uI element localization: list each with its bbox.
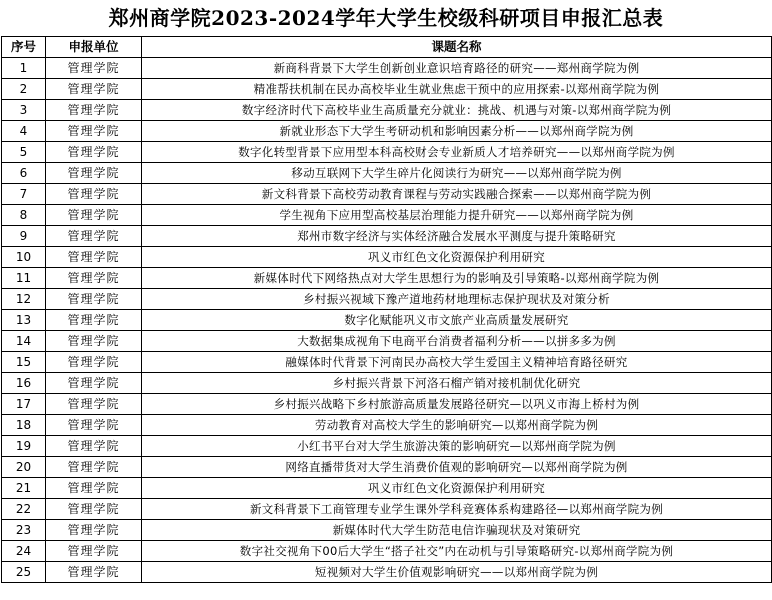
row-number: 10 [2, 247, 46, 268]
row-project-name: 数字化赋能巩义市文旅产业高质量发展研究 [142, 310, 772, 331]
row-unit: 管理学院 [46, 331, 142, 352]
row-project-name: 精准帮扶机制在民办高校毕业生就业焦虑干预中的应用探索-以郑州商学院为例 [142, 79, 772, 100]
row-unit: 管理学院 [46, 142, 142, 163]
header-no: 序号 [2, 37, 46, 58]
row-project-name: 郑州市数字经济与实体经济融合发展水平测度与提升策略研究 [142, 226, 772, 247]
row-number: 19 [2, 436, 46, 457]
row-unit: 管理学院 [46, 394, 142, 415]
table-row [2, 205, 772, 226]
row-unit: 管理学院 [46, 205, 142, 226]
table-row [2, 58, 772, 79]
row-project-name: 大数据集成视角下电商平台消费者福利分析——以拼多多为例 [142, 331, 772, 352]
table-row [2, 394, 772, 415]
table-row [2, 121, 772, 142]
row-number: 15 [2, 352, 46, 373]
row-unit: 管理学院 [46, 268, 142, 289]
table-row [2, 436, 772, 457]
row-unit: 管理学院 [46, 184, 142, 205]
row-number: 14 [2, 331, 46, 352]
table-row [2, 184, 772, 205]
table-row [2, 478, 772, 499]
table-row [2, 310, 772, 331]
row-number: 1 [2, 58, 46, 79]
row-number: 7 [2, 184, 46, 205]
row-unit: 管理学院 [46, 58, 142, 79]
row-unit: 管理学院 [46, 373, 142, 394]
row-number: 2 [2, 79, 46, 100]
table-row [2, 163, 772, 184]
row-project-name: 乡村振兴视域下豫产道地药材地理标志保护现状及对策分析 [142, 289, 772, 310]
table-row [2, 247, 772, 268]
row-unit: 管理学院 [46, 499, 142, 520]
row-number: 11 [2, 268, 46, 289]
row-unit: 管理学院 [46, 226, 142, 247]
row-project-name: 新文科背景下高校劳动教育课程与劳动实践融合探索——以郑州商学院为例 [142, 184, 772, 205]
row-number: 23 [2, 520, 46, 541]
row-number: 18 [2, 415, 46, 436]
row-number: 21 [2, 478, 46, 499]
row-number: 16 [2, 373, 46, 394]
row-unit: 管理学院 [46, 520, 142, 541]
table-row [2, 562, 772, 583]
table-row [2, 100, 772, 121]
row-unit: 管理学院 [46, 163, 142, 184]
row-number: 20 [2, 457, 46, 478]
row-project-name: 移动互联网下大学生碎片化阅读行为研究——以郑州商学院为例 [142, 163, 772, 184]
row-unit: 管理学院 [46, 478, 142, 499]
table-row [2, 520, 772, 541]
row-number: 6 [2, 163, 46, 184]
row-project-name: 劳动教育对高校大学生的影响研究—以郑州商学院为例 [142, 415, 772, 436]
table-row [2, 352, 772, 373]
page-title: 郑州商学院2023-2024学年大学生校级科研项目申报汇总表 [108, 6, 664, 30]
table-row [2, 268, 772, 289]
table-body [2, 58, 772, 583]
header-unit: 申报单位 [46, 37, 142, 58]
row-number: 22 [2, 499, 46, 520]
row-project-name: 网络直播带货对大学生消费价值观的影响研究—以郑州商学院为例 [142, 457, 772, 478]
row-unit: 管理学院 [46, 79, 142, 100]
row-number: 24 [2, 541, 46, 562]
row-unit: 管理学院 [46, 310, 142, 331]
table-row [2, 79, 772, 100]
header-name: 课题名称 [142, 37, 772, 58]
row-unit: 管理学院 [46, 415, 142, 436]
row-unit: 管理学院 [46, 121, 142, 142]
table-row [2, 373, 772, 394]
row-project-name: 融媒体时代背景下河南民办高校大学生爱国主义精神培育路径研究 [142, 352, 772, 373]
row-unit: 管理学院 [46, 100, 142, 121]
row-unit: 管理学院 [46, 247, 142, 268]
table-row [2, 226, 772, 247]
row-unit: 管理学院 [46, 562, 142, 583]
row-project-name: 新就业形态下大学生考研动机和影响因素分析——以郑州商学院为例 [142, 121, 772, 142]
table-row [2, 331, 772, 352]
row-number: 3 [2, 100, 46, 121]
row-number: 12 [2, 289, 46, 310]
row-project-name: 新媒体时代大学生防范电信诈骗现状及对策研究 [142, 520, 772, 541]
row-number: 5 [2, 142, 46, 163]
project-table [1, 36, 772, 583]
row-number: 4 [2, 121, 46, 142]
row-project-name: 数字经济时代下高校毕业生高质量充分就业：挑战、机遇与对策-以郑州商学院为例 [142, 100, 772, 121]
row-project-name: 小红书平台对大学生旅游决策的影响研究—以郑州商学院为例 [142, 436, 772, 457]
table-row [2, 541, 772, 562]
row-project-name: 巩义市红色文化资源保护利用研究 [142, 478, 772, 499]
row-project-name: 新商科背景下大学生创新创业意识培育路径的研究——郑州商学院为例 [142, 58, 772, 79]
row-project-name: 新媒体时代下网络热点对大学生思想行为的影响及引导策略-以郑州商学院为例 [142, 268, 772, 289]
row-unit: 管理学院 [46, 541, 142, 562]
row-project-name: 短视频对大学生价值观影响研究——以郑州商学院为例 [142, 562, 772, 583]
row-unit: 管理学院 [46, 457, 142, 478]
row-unit: 管理学院 [46, 352, 142, 373]
row-number: 13 [2, 310, 46, 331]
table-row [2, 289, 772, 310]
row-project-name: 数字社交视角下00后大学生“搭子社交”内在动机与引导策略研究-以郑州商学院为例 [142, 541, 772, 562]
row-project-name: 乡村振兴背景下河洛石榴产销对接机制优化研究 [142, 373, 772, 394]
row-number: 25 [2, 562, 46, 583]
row-number: 17 [2, 394, 46, 415]
row-project-name: 乡村振兴战略下乡村旅游高质量发展路径研究—以巩义市海上桥村为例 [142, 394, 772, 415]
table-row [2, 415, 772, 436]
row-unit: 管理学院 [46, 436, 142, 457]
row-number: 8 [2, 205, 46, 226]
row-unit: 管理学院 [46, 289, 142, 310]
row-number: 9 [2, 226, 46, 247]
row-project-name: 巩义市红色文化资源保护利用研究 [142, 247, 772, 268]
row-project-name: 新文科背景下工商管理专业学生课外学科竞赛体系构建路径—以郑州商学院为例 [142, 499, 772, 520]
table-row [2, 142, 772, 163]
table-row [2, 499, 772, 520]
table-row [2, 457, 772, 478]
table-header-row [2, 37, 772, 58]
row-project-name: 数字化转型背景下应用型本科高校财会专业新质人才培养研究——以郑州商学院为例 [142, 142, 772, 163]
row-project-name: 学生视角下应用型高校基层治理能力提升研究——以郑州商学院为例 [142, 205, 772, 226]
